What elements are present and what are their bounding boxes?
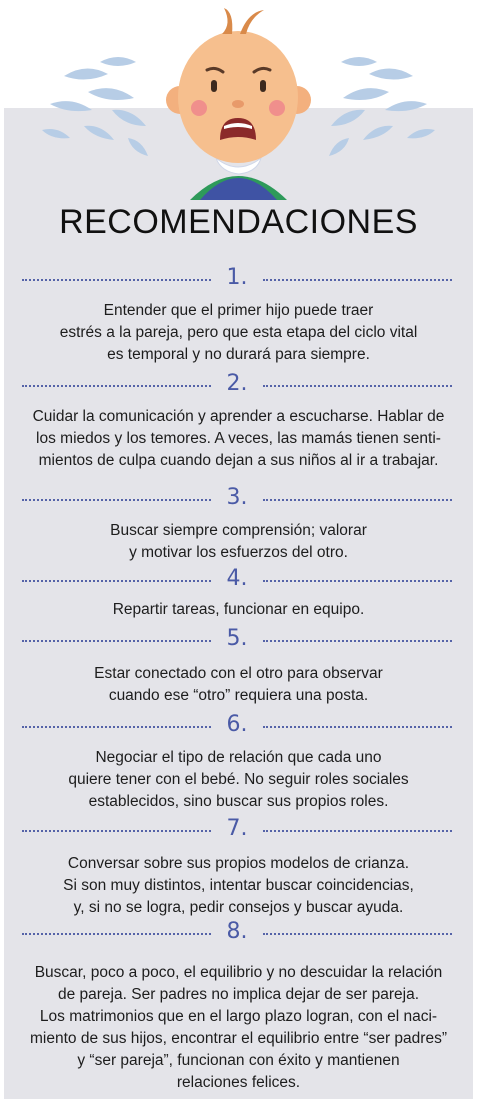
item-number: 3. <box>226 485 248 510</box>
item-text: Buscar, poco a poco, el equilibrio y no descuidar la relación de pareja. Ser padres no implica dejar de ser pareja. Los matrimonios que en el largo plazo logran, con el naci- miento de sus hijos, encontrar el equilibrio entre “ser padres” y “ser pareja”, funcionan con éxito y mantienen relaciones felices. <box>30 964 447 1091</box>
tears-left <box>42 57 148 156</box>
item-text: Estar conectado con el otro para observar cuando ese “otro” requiera una posta. <box>94 665 383 704</box>
recommendation-2 <box>0 370 477 472</box>
divider <box>0 370 477 400</box>
recommendation-8 <box>0 918 477 1094</box>
divider <box>0 264 477 294</box>
item-number: 2. <box>226 371 248 396</box>
divider <box>0 711 477 741</box>
recommendation-3 <box>0 484 477 564</box>
item-number: 6. <box>226 712 248 737</box>
item-number: 8. <box>226 919 248 944</box>
item-number: 4. <box>226 566 248 591</box>
divider <box>0 484 477 514</box>
item-number: 1. <box>226 265 248 290</box>
item-number: 5. <box>226 626 248 651</box>
tears-right <box>329 57 435 156</box>
item-text: Repartir tareas, funcionar en equipo. <box>112 601 365 618</box>
recommendation-4 <box>0 565 477 621</box>
divider <box>0 918 477 948</box>
divider <box>0 625 477 655</box>
item-text: Entender que el primer hijo puede traer estrés a la pareja, pero que esta etapa del ciclo vital es temporal y no durará para siempre. <box>59 302 418 363</box>
recommendation-7 <box>0 815 477 919</box>
item-text: Conversar sobre sus propios modelos de crianza. Si son muy distintos, intentar buscar coincidencias, y, si no se logra, pedir consejos y buscar ayuda. <box>63 855 414 916</box>
divider <box>0 565 477 595</box>
recommendation-6 <box>0 711 477 813</box>
item-text: Cuidar la comunicación y aprender a escucharse. Hablar de los miedos y los temores. A veces, las mamás tienen senti- mientos de culpa cuando dejan a sus niños al ir a trabajar. <box>32 408 445 469</box>
item-number: 7. <box>226 816 248 841</box>
recommendation-5 <box>0 625 477 707</box>
item-text: Negociar el tipo de relación que cada uno quiere tener con el bebé. No seguir roles sociales establecidos, sino buscar sus propios roles. <box>68 749 409 810</box>
crying-baby-illustration <box>0 0 477 210</box>
divider <box>0 815 477 845</box>
page-title: RECOMENDACIONES <box>59 203 418 241</box>
item-text: Buscar siempre comprensión; valorar y motivar los esfuerzos del otro. <box>110 522 367 561</box>
recommendation-1 <box>0 264 477 366</box>
